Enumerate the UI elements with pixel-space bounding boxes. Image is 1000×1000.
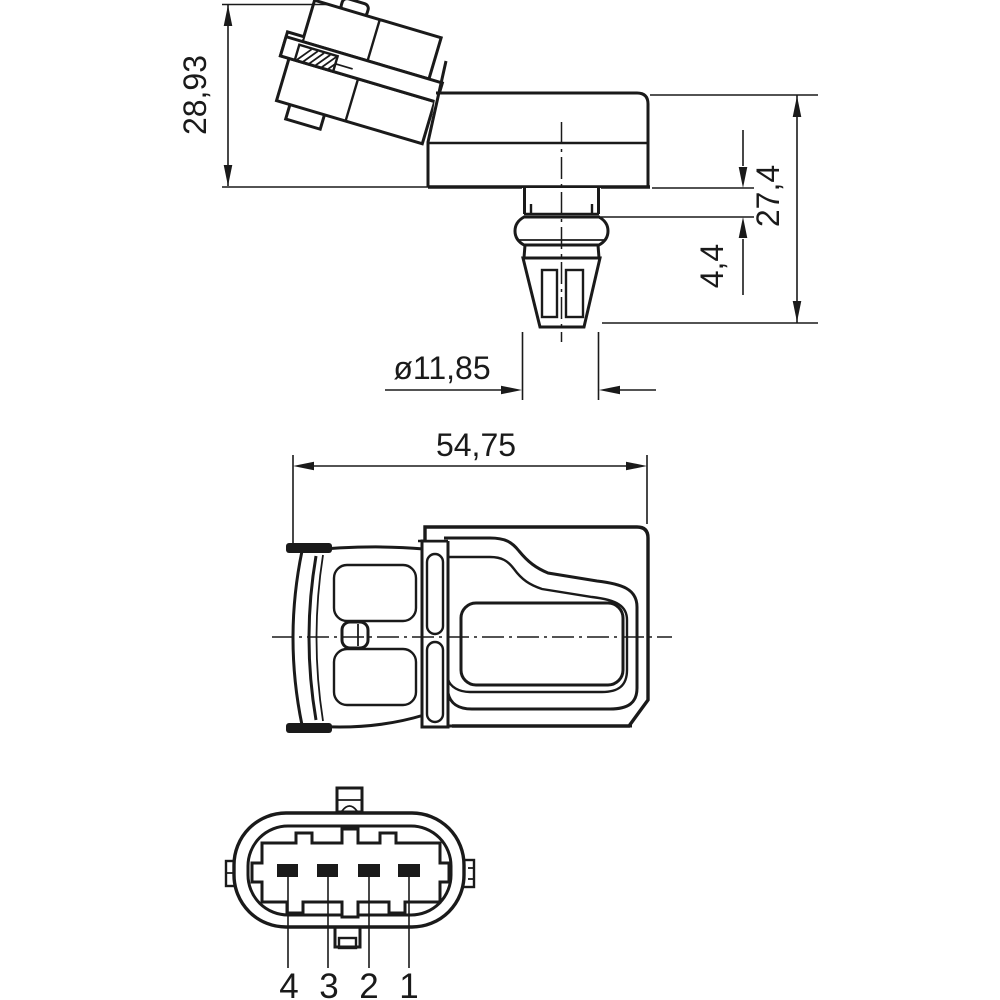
pin-4 [277, 864, 298, 877]
pin-1 [398, 864, 420, 877]
barrel-latch [342, 622, 368, 648]
connector-face-view [226, 788, 474, 1000]
pin-2-label: 2 [359, 967, 379, 1000]
side-view [272, 427, 672, 733]
dim-overall-height-label: 27,4 [750, 164, 786, 228]
pin-4-label: 4 [279, 967, 299, 1000]
pin-3-label: 3 [319, 967, 339, 1000]
pin-3 [317, 864, 338, 877]
dim-port-step-offset-label: 4,4 [694, 243, 730, 289]
sensor-body-top [428, 61, 650, 187]
barrel-lip-bottom [286, 723, 332, 733]
dim-connector-height-label: 28,93 [177, 54, 213, 136]
sensor-body-side [418, 527, 648, 726]
side-elevation-view [177, 0, 818, 400]
pin-1-label: 1 [399, 967, 419, 1000]
connector-collar [422, 541, 448, 727]
connector-barrel [286, 543, 424, 733]
dim-port-diameter-label: ø11,85 [393, 350, 491, 386]
dim-overall-width-label: 54,75 [435, 427, 517, 463]
dim-port-diameter [385, 332, 656, 400]
pin-2 [358, 864, 380, 877]
